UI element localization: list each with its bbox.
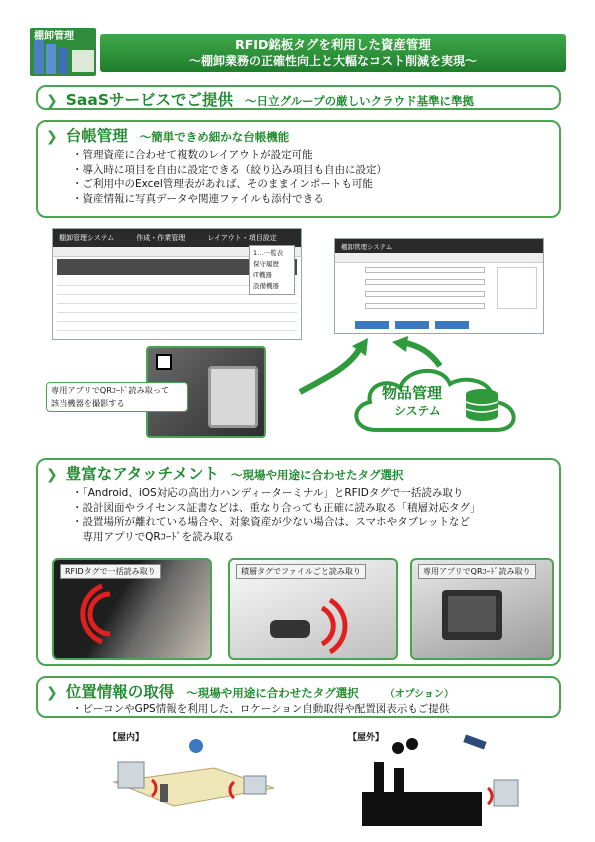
location-subtitle: ～現場や用途に合わせたタグ選択	[186, 686, 359, 700]
screen-menu-item: 作成・作業管理	[136, 234, 186, 242]
location-title: 位置情報の取得	[65, 683, 175, 701]
outdoor-illustration	[354, 732, 544, 832]
ledger-subtitle: ～簡単できめ細かな台帳機能	[139, 130, 290, 144]
qr-callout	[46, 382, 188, 412]
screen-app-name: 棚卸管理システム	[59, 234, 115, 242]
list-item: ・資産情報に写真データや関連ファイルも添付できる	[72, 192, 324, 205]
callout-line: 該当機器を撮影する	[51, 398, 125, 408]
dropdown-item: 1…一覧表	[253, 249, 284, 257]
ledger-title: 台帳管理	[65, 127, 128, 145]
attachment-bullets	[38, 486, 559, 544]
location-bullets	[38, 702, 559, 717]
cloud-line-2: システム	[394, 404, 441, 418]
logo	[28, 26, 98, 78]
list-item: ・管理資産に合わせて複数のレイアウトが設定可能	[72, 149, 313, 161]
cloud-line-1: 物品管理	[382, 384, 443, 402]
screen-dropdown	[249, 245, 295, 295]
title-line-2: ～棚卸業務の正確性向上と大幅なコスト削減を実現～	[188, 54, 477, 68]
photo-label: 専用アプリでQRｺｰﾄﾞ読み取り	[418, 564, 536, 579]
ledger-section	[36, 120, 561, 218]
location-section	[36, 676, 561, 718]
list-item: ・導入時に項目を自由に設定できる（絞り込み項目も自由に設定）	[72, 163, 387, 176]
list-item: ・ビーコンやGPS情報を利用した、ロケーション自動取得や配置図表示もご提供	[72, 703, 450, 715]
callout-line: 専用アプリでQRｺｰﾄﾞ読み取って	[51, 385, 170, 395]
title-banner	[100, 34, 566, 72]
rfid-photo	[52, 558, 212, 660]
dropdown-item: 設備機器	[253, 282, 279, 290]
indoor-label: 【屋内】	[108, 733, 145, 743]
qr-app-photo	[410, 558, 554, 660]
ledger-screen-right	[334, 238, 544, 334]
list-item: ・ご利用中のExcel管理表があれば、そのままインポートも可能	[72, 178, 373, 190]
list-item: ・設計図面やライセンス証書などは、重なり合っても正確に読み取る「積層対応タグ」	[72, 501, 481, 514]
attachment-subtitle: ～現場や用途に合わせたタグ選択	[231, 468, 404, 482]
qr-code-icon	[156, 354, 172, 370]
logo-text: 棚卸管理	[34, 31, 74, 42]
stack-tag-photo	[228, 558, 398, 660]
screen-menu-item: レイアウト・項目設定	[207, 234, 277, 242]
saas-section	[36, 85, 561, 110]
dropdown-item: 保守履歴	[253, 260, 279, 268]
option-label: （オプション）	[384, 689, 454, 700]
indoor-illustration	[104, 732, 284, 832]
chevron-right-icon: ❯	[46, 129, 58, 145]
list-item: 専用アプリでQRｺｰﾄﾞを読み取る	[72, 530, 235, 543]
ledger-screen-left	[52, 228, 302, 340]
title-line-1: RFID銘板タグを利用した資産管理	[235, 37, 431, 52]
saas-subtitle: ～日立グループの厳しいクラウド基準に準拠	[244, 94, 475, 108]
chevron-right-icon: ❯	[46, 93, 58, 109]
attachment-title: 豊富なアタッチメント	[65, 465, 220, 483]
ledger-bullets	[38, 148, 559, 206]
chevron-right-icon: ❯	[46, 685, 58, 701]
list-item: ・設置場所が離れている場合や、対象資産が少ない場合は、スマホやタブレットなど	[72, 516, 471, 528]
photo-label: 積層タグでファイルごと読み取り	[236, 564, 366, 579]
outdoor-label: 【屋外】	[348, 733, 385, 743]
sync-arrows	[290, 336, 450, 396]
saas-title: SaaSサービスでご提供	[65, 91, 233, 109]
chevron-right-icon: ❯	[46, 467, 58, 483]
list-item: ・「Android、iOS対応の高出力ハンディーターミナル」とRFIDタグで一括読み取り	[72, 487, 464, 499]
photo-label: RFIDタグで一括読み取り	[60, 564, 161, 579]
screen-app-name: 棚卸管理システム	[341, 243, 393, 251]
dropdown-item: IT機器	[253, 271, 272, 279]
